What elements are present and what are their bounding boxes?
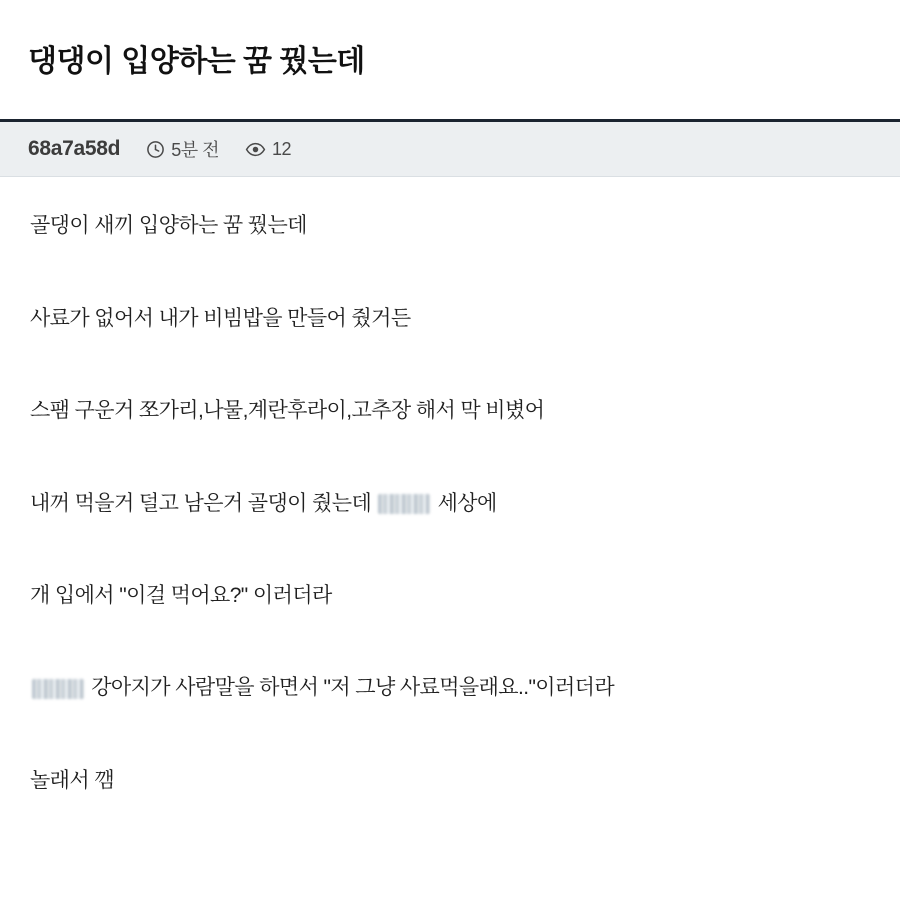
paragraph-text: 강아지가 사람말을 하면서 "저 그냥 사료먹을래요.."이러더라 [86,676,615,700]
post-paragraph [30,581,870,611]
redacted-text [378,494,430,514]
paragraph-text: 골댕이 새끼 입양하는 꿈 꿨는데 [30,214,307,238]
post-paragraph [30,766,870,796]
post-paragraph [30,396,870,426]
paragraph-text: 개 입에서 "이걸 먹어요?" 이러더라 [30,583,332,607]
post-time-text: 5분 전 [171,140,219,161]
clock-icon [146,140,165,159]
post-time [146,136,219,162]
author-name: 68a7a58d [28,137,121,161]
post-paragraph [30,211,870,241]
paragraph-text: 세상에 [432,491,497,515]
post-paragraph [30,304,870,334]
post-meta-bar [0,119,900,177]
post-paragraph [30,489,870,519]
post-page [0,20,900,920]
post-views-count: 12 [271,138,292,159]
post-views [245,139,291,160]
paragraph-text: 스팸 구운거 쪼가리,나물,계란후라이,고추장 해서 막 비볐어 [30,399,545,423]
post-paragraph [30,673,870,703]
paragraph-text: 놀래서 깸 [30,768,114,792]
post-body [0,177,900,796]
eye-icon [245,140,266,159]
paragraph-text: 내꺼 먹을거 덜고 남은거 골댕이 줬는데 [30,491,377,515]
paragraph-text: 사료가 없어서 내가 비빔밥을 만들어 줬거든 [30,306,411,330]
page-title: 댕댕이 입양하는 꿈 꿨는데 [28,45,365,79]
redacted-text [32,679,84,699]
